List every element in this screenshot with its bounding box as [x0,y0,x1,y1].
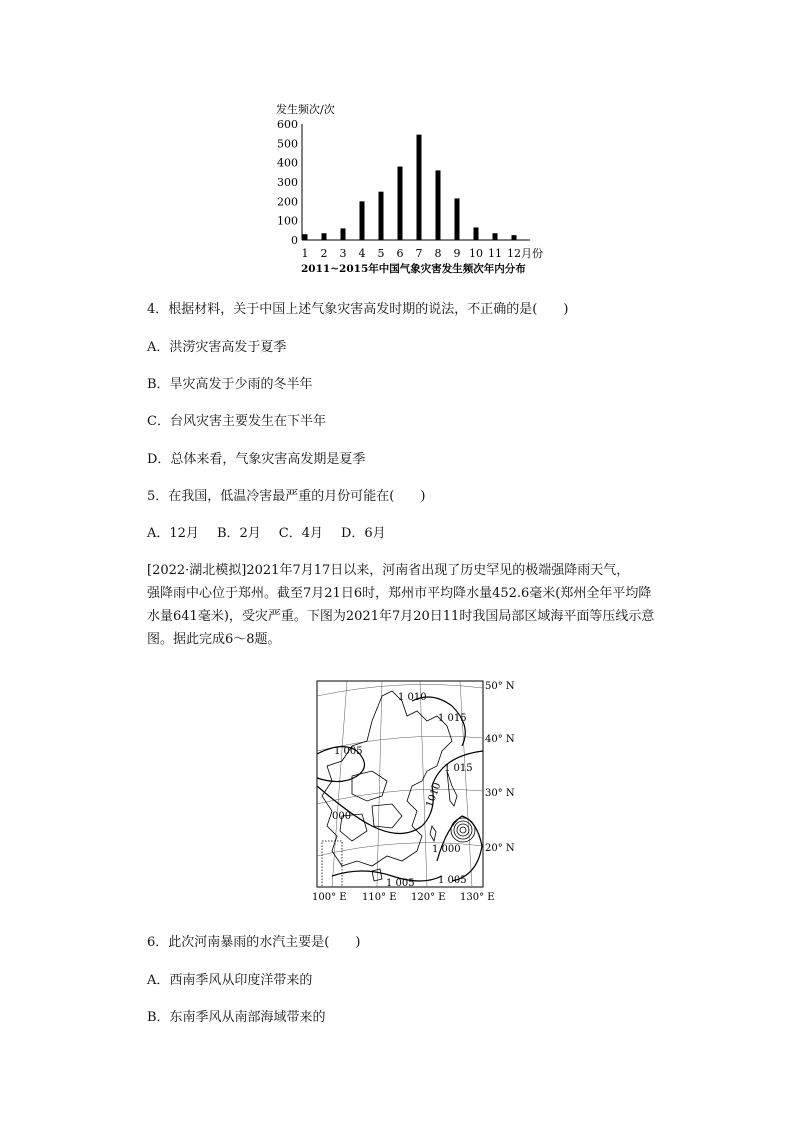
y-tick-label: 500 [277,137,298,151]
q5-options [147,525,386,543]
bars [303,135,517,240]
x-tick-label: 11 [488,247,502,260]
x-tick-label: 1 [301,247,309,260]
q6-stem: 6．此次河南暴雨的水汽主要是( ) [147,935,361,950]
q6-option-a: A．西南季风从印度洋带来的 [147,973,313,988]
lon-label: 130° E [460,892,495,902]
bar-month-9 [455,198,460,240]
q4-option-d: D．总体来看，气象灾害高发期是夏季 [147,452,366,467]
bar-month-7 [417,135,422,240]
isobar-label: 1 005 [386,878,415,889]
isobar-label: 000 [332,811,352,822]
x-tick-label: 10 [469,247,483,260]
disaster-frequency-chart [268,100,558,280]
q4-option-b: B．旱灾高发于少雨的冬半年 [147,377,313,392]
x-tick-label: 2 [320,247,328,260]
chart-title: 2011~2015年中国气象灾害发生频次年内分布 [301,263,526,275]
q4-option-c: C．台风灾害主要发生在下半年 [147,414,326,429]
y-tick-label: 100 [277,214,298,228]
lon-label: 100° E [312,892,347,902]
bar-month-4 [360,201,365,240]
bar-month-10 [474,227,479,240]
x-tick-label: 5 [377,247,385,260]
bar-month-6 [398,167,403,240]
intro-line-4: 图。据此完成6～8题。 [147,632,281,647]
isobar-label: 1 005 [334,746,363,757]
q4-stem: 4．根据材料，关于中国上述气象灾害高发时期的说法，不正确的是( ) [147,302,569,317]
y-ticks [277,118,298,247]
q6-option-b: B．东南季风从南部海域带来的 [147,1010,326,1025]
y-tick-label: 600 [277,118,298,131]
bar-month-2 [322,233,327,240]
lon-label: 110° E [362,892,397,902]
isobar-label: 1 005 [438,875,467,886]
intro-line-3: 水量641毫米)，受灾严重。下图为2021年7月20日11时我国局部区域海平面等压线示意 [147,609,655,624]
isobar-map [312,676,524,902]
q5-stem: 5．在我国，低温冷害最严重的月份可能在( ) [147,489,426,504]
bar-month-8 [436,170,441,240]
lat-label: 30° N [485,788,515,799]
intro-line-2: 强降雨中心位于郑州。截至7月21日6时，郑州市平均降水量452.6毫米(郑州全年平均降 [147,586,652,601]
q5-option-b: B．2月 [216,526,261,541]
x-tick-label: 4 [358,247,366,260]
x-tick-label: 12 [507,247,521,260]
bar-month-12 [512,235,517,240]
isobar-label: 1 015 [444,763,473,774]
lat-label: 50° N [485,681,515,692]
lat-label: 40° N [485,734,515,745]
intro-line-1: [2022·湖北模拟]2021年7月17日以来，河南省出现了历史罕见的极端强降雨天气， [147,563,630,578]
y-tick-label: 400 [277,156,298,170]
x-ticks [302,247,522,260]
x-tick-label: 6 [396,247,404,260]
y-tick-label: 200 [277,195,298,209]
isobar-label: 1 000 [432,844,461,855]
x-unit-label: 月份 [521,247,543,260]
isobar-label: 1 010 [398,692,427,703]
q5-option-a: A．12月 [147,526,199,541]
x-tick-label: 3 [339,247,347,260]
y-tick-label: 300 [277,176,298,189]
x-tick-label: 7 [415,247,423,260]
lat-label: 20° N [485,843,515,854]
y-axis-label: 发生频次/次 [276,103,335,116]
bar-month-1 [303,234,308,240]
map-frame [317,681,483,887]
y-tick-label: 0 [291,234,298,247]
q5-option-d: D．6月 [340,526,386,541]
bar-month-5 [379,192,384,240]
q5-option-c: C．4月 [278,526,323,541]
q4-option-a: A．洪涝灾害高发于夏季 [147,340,287,355]
x-tick-label: 8 [434,247,442,260]
bar-month-3 [341,228,346,240]
bar-month-11 [493,233,498,240]
x-tick-label: 9 [453,247,461,260]
isobar-label: 1010 [424,781,444,810]
lon-label: 120° E [411,892,446,902]
isobar-label: 1 015 [438,713,467,724]
